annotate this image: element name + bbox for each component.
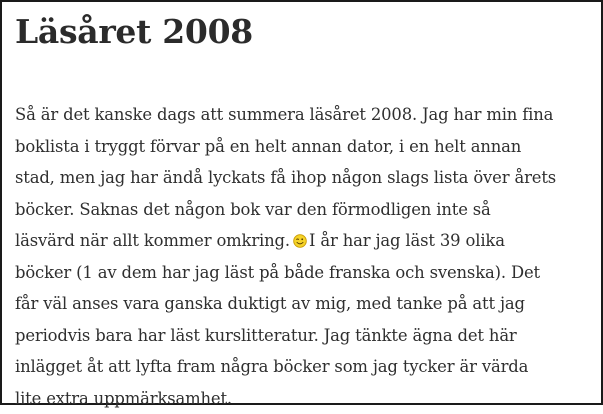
- body-line: böcker (1 av dem har jag läst på både franska och svenska). Det: [15, 257, 595, 289]
- body-line: lite extra uppmärksamhet.: [15, 383, 595, 414]
- wink-smiley-icon: [293, 227, 307, 241]
- body-line-with-emoji: [15, 225, 595, 257]
- body-text-segment: läsvärd när allt kommer omkring.: [15, 231, 290, 250]
- post-body: [15, 99, 595, 414]
- body-line: stad, men jag har ändå lyckats få ihop någon slags lista över årets: [15, 162, 595, 194]
- body-line: böcker. Saknas det någon bok var den förmodligen inte så: [15, 194, 595, 226]
- body-text-segment: I år har jag läst 39 olika: [309, 231, 505, 250]
- body-line: Så är det kanske dags att summera läsåret 2008. Jag har min fina: [15, 99, 595, 131]
- body-line: får väl anses vara ganska duktigt av mig, med tanke på att jag: [15, 288, 595, 320]
- body-line: boklista i tryggt förvar på en helt annan dator, i en helt annan: [15, 131, 595, 163]
- body-line: periodvis bara har läst kurslitteratur. Jag tänkte ägna det här: [15, 320, 595, 352]
- post-title: Läsåret 2008: [15, 11, 253, 53]
- body-line: inlägget åt att lyfta fram några böcker som jag tycker är värda: [15, 351, 595, 383]
